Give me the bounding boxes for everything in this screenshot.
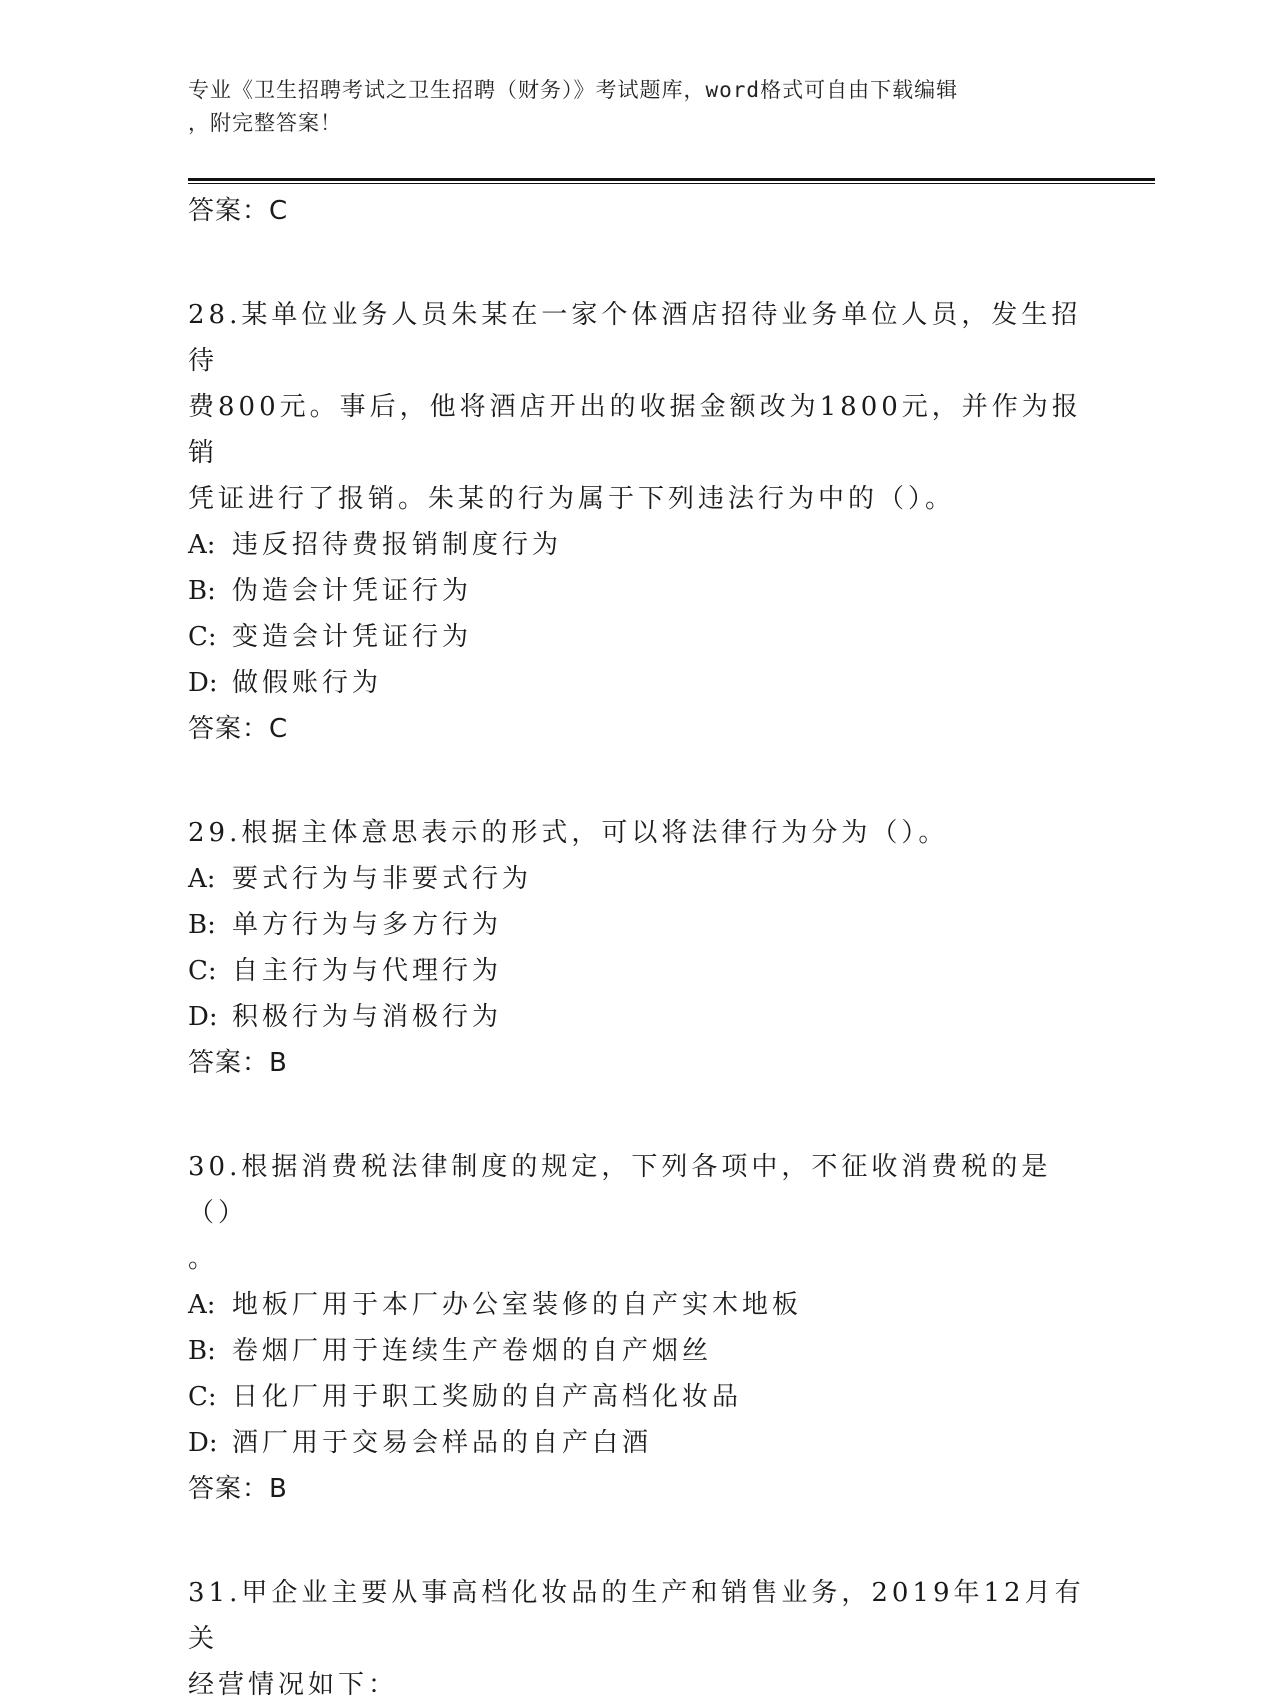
option-a <box>188 1282 1088 1328</box>
option-d <box>188 1420 1088 1466</box>
question-stem-line: 29.根据主体意思表示的形式，可以将法律行为分为（）。 <box>188 818 949 848</box>
answer-line: 答案：C <box>188 714 289 744</box>
answer-line: 答案：B <box>188 1048 288 1078</box>
option-key: A: <box>188 864 216 894</box>
question-stem-line: 31.甲企业主要从事高档化妆品的生产和销售业务，2019年12月有关 <box>188 1578 1085 1654</box>
option-text: 酒厂用于交易会样品的自产白酒 <box>232 1428 653 1458</box>
option-c <box>188 614 1088 660</box>
option-text: 违反招待费报销制度行为 <box>232 530 563 560</box>
option-key: C: <box>188 1382 217 1412</box>
option-text: 日化厂用于职工奖励的自产高档化妆品 <box>232 1382 743 1412</box>
option-d <box>188 660 1088 706</box>
option-b <box>188 902 1088 948</box>
option-text: 要式行为与非要式行为 <box>232 864 533 894</box>
option-text: 单方行为与多方行为 <box>232 910 503 940</box>
option-key: D: <box>188 668 218 698</box>
option-key: B: <box>188 1336 216 1366</box>
document-header <box>188 74 1068 140</box>
option-b <box>188 568 1088 614</box>
answer-line: 答案：B <box>188 1474 288 1504</box>
option-a <box>188 856 1088 902</box>
option-key: D: <box>188 1002 218 1032</box>
option-text: 自主行为与代理行为 <box>232 956 503 986</box>
option-text: 地板厂用于本厂办公室装修的自产实木地板 <box>232 1290 803 1320</box>
option-c <box>188 948 1088 994</box>
document-body <box>188 188 1088 1708</box>
option-key: C: <box>188 622 217 652</box>
option-d <box>188 994 1088 1040</box>
option-key: A: <box>188 530 216 560</box>
option-text: 伪造会计凭证行为 <box>232 576 473 606</box>
option-text: 做假账行为 <box>232 668 383 698</box>
option-a <box>188 522 1088 568</box>
option-key: B: <box>188 576 216 606</box>
question-stem-line: 费800元。事后，他将酒店开出的收据金额改为1800元，并作为报销 <box>188 392 1082 468</box>
question-stem-line: 。 <box>188 1244 219 1274</box>
option-b <box>188 1328 1088 1374</box>
option-key: D: <box>188 1428 218 1458</box>
question-31 <box>188 1570 1088 1708</box>
question-28 <box>188 292 1088 752</box>
question-stem-line: 经营情况如下： <box>188 1670 399 1700</box>
header-divider <box>188 178 1155 181</box>
option-key: B: <box>188 910 216 940</box>
option-key: C: <box>188 956 217 986</box>
question-stem-line: 30.根据消费税法律制度的规定，下列各项中，不征收消费税的是（） <box>188 1152 1052 1228</box>
answer-line: 答案：C <box>188 196 289 226</box>
option-c <box>188 1374 1088 1420</box>
option-text: 卷烟厂用于连续生产卷烟的自产烟丝 <box>232 1336 713 1366</box>
question-stem-line: 凭证进行了报销。朱某的行为属于下列违法行为中的（）。 <box>188 484 956 514</box>
option-text: 变造会计凭证行为 <box>232 622 473 652</box>
question-30 <box>188 1144 1088 1512</box>
header-line-2: ，附完整答案！ <box>188 111 342 135</box>
option-text: 积极行为与消极行为 <box>232 1002 503 1032</box>
header-divider-thin <box>188 183 1155 184</box>
option-key: A: <box>188 1290 216 1320</box>
question-stem-line: 28.某单位业务人员朱某在一家个体酒店招待业务单位人员，发生招待 <box>188 300 1082 376</box>
question-29 <box>188 810 1088 1086</box>
header-line-1: 专业《卫生招聘考试之卫生招聘（财务）》考试题库，word格式可自由下载编辑 <box>188 78 959 102</box>
